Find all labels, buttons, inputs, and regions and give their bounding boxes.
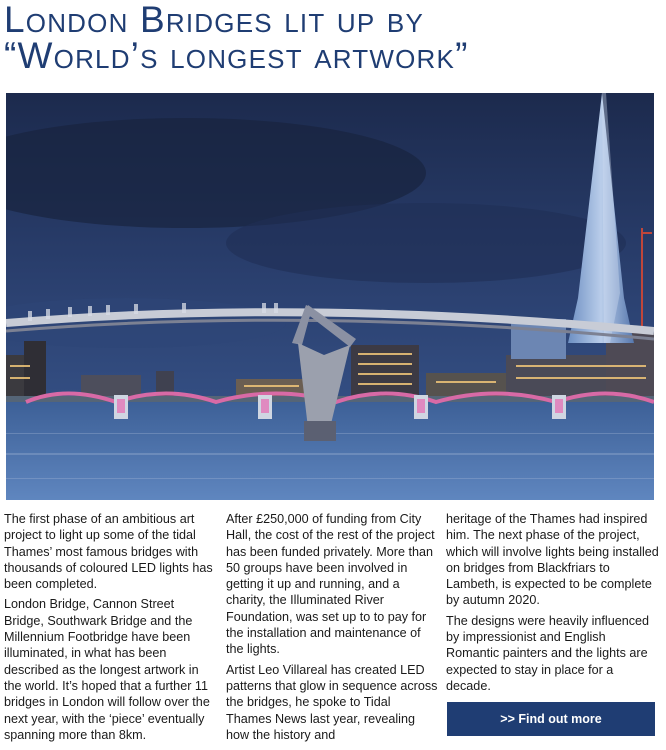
article-paragraph: The designs were heavily influenced by impressionist and English Romantic painters and the lights are expected to stay in place for a decade.: [446, 613, 650, 693]
thames-bridges-photo: [6, 93, 654, 500]
article-column-3: [446, 511, 660, 698]
article-paragraph: heritage of the Thames had inspired him. The next phase of the project, which will involve lights being installed on bridges from Blackfriars to Lambeth, is expected to be complete by autumn 2020.: [446, 512, 659, 608]
article-paragraph: The first phase of an ambitious art project to light up some of the tidal Thames’ most famous bridges with thousands of coloured LED lights has been completed.: [4, 512, 213, 592]
article-paragraph: London Bridge, Cannon Street Bridge, Southwark Bridge and the Millennium Footbridge have been illuminated, in what has been described as the longest artwork in the world. It’s hoped that a further 11 bridges in London will follow over the next year, with the ‘piece’ eventually spanning more than 8km.: [4, 597, 210, 742]
article-column-2: [226, 511, 438, 747]
article-column-1: [4, 511, 216, 747]
headline-line-2: “World’s longest artwork”: [4, 35, 469, 76]
article-paragraph: After £250,000 of funding from City Hall, the cost of the rest of the project has been funded privately. More than 50 groups have been involved in getting it up and running, and a charity, the Illuminated River Foundation, was set up to to pay for the installation and maintenance of the lights.: [226, 512, 435, 657]
find-out-more-button[interactable]: >> Find out more: [447, 702, 655, 736]
headline: [4, 2, 664, 74]
headline-line-1: London Bridges lit up by: [4, 0, 425, 40]
photo-illustration: [6, 93, 654, 500]
article-paragraph: Artist Leo Villareal has created LED patterns that glow in sequence across the bridges, he spoke to Tidal Thames News last year, revealing how the history and: [226, 662, 438, 742]
